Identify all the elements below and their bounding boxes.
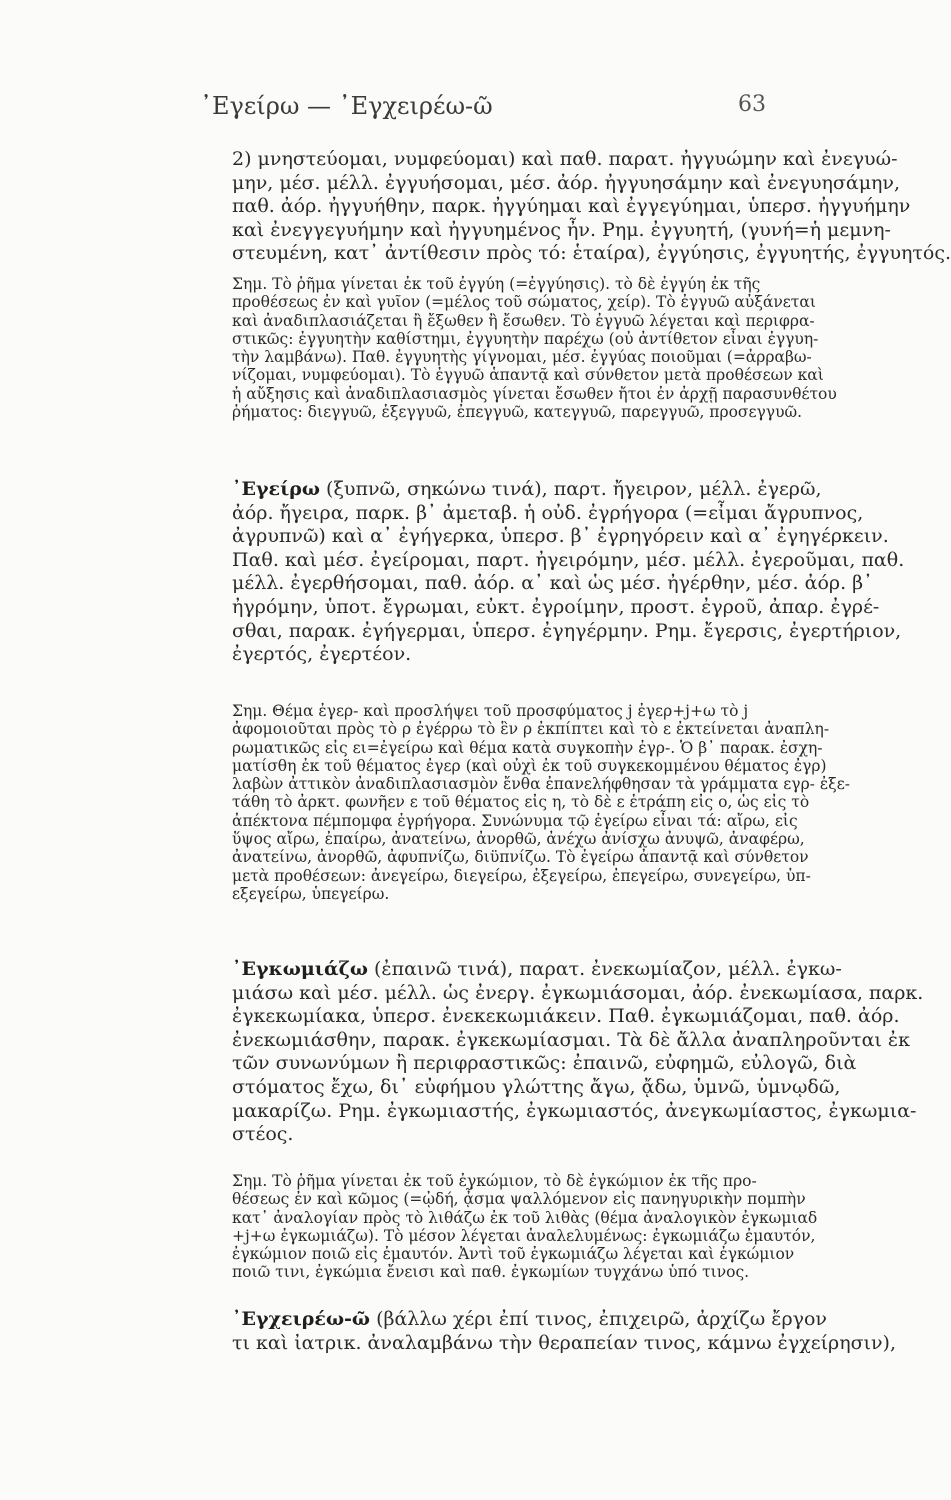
entry-headword: ᾿Εγείρω	[232, 478, 320, 500]
note-line: ἀνατείνω, ἀνορθῶ, ἀφυπνίζω, διϋπνίζω. Τὸ ἐγείρω ἀπαντᾷ καὶ σύνθετον	[232, 848, 809, 867]
note-line: Σημ. Τὸ ῥῆμα γίνεται ἐκ τοῦ ἐγγύη (=ἐγγύησις). τὸ δὲ ἐγγύη ἐκ τῆς	[232, 275, 761, 293]
text-line: στέος.	[232, 1123, 294, 1146]
note-line: λαβὼν ἀττικὸν ἀναδιπλασιασμὸν ἔνθα ἐπανελήφθησαν τὰ γράμματα εγρ- ἐξε-	[232, 775, 850, 794]
running-title: ᾿Εγείρω — ᾿Εγχειρέω-ῶ	[200, 92, 493, 120]
text-line: σθαι, παρακ. ἐγήγερμαι, ὑπερσ. ἐγηγέρμην. Ρημ. ἔγερσις, ἐγερτήριον,	[232, 619, 902, 642]
text-line: τι καὶ ἰατρικ. ἀναλαμβάνω τὴν θεραπείαν τινος, κάμνω ἐγχείρησιν),	[232, 1331, 896, 1354]
text-line: (βάλλω χέρι ἐπί τινος, ἐπιχειρῶ, ἀρχίζω ἔργον	[370, 1308, 827, 1330]
entry-headword: ᾿Εγχειρέω-ῶ	[232, 1308, 371, 1330]
note-line: εξεγείρω, ὑπεγείρω.	[232, 884, 390, 903]
dictionary-entry	[232, 478, 905, 667]
text-line: μιάσω καὶ μέσ. μέλλ. ὡς ἐνεργ. ἐγκωμιάσομαι, ἀόρ. ἐνεκωμίασα, παρκ.	[232, 981, 924, 1004]
note-line: νίζομαι, νυμφεύομαι). Τὸ ἐγγυῶ ἁπαντᾷ καὶ σύνθετον μετὰ προθέσεων καὶ	[232, 366, 824, 385]
note-line: Σημ. Θέμα ἐγερ- καὶ προσλήψει τοῦ προσφύματος j ἐγερ+j+ω τὸ j	[232, 702, 749, 720]
text-line: μην, μέσ. μέλλ. ἐγγυήσομαι, μέσ. ἀόρ. ἠγγυησάμην καὶ ἐνεγυησάμην,	[232, 171, 901, 194]
note-line: ποιῶ τινι, ἐγκώμια ἔνεισι καὶ παθ. ἐγκωμίων τυγχάνω ὑπό τινος.	[232, 1263, 750, 1282]
dictionary-entry	[232, 1308, 896, 1355]
paragraph-continued-entry	[232, 148, 951, 266]
text-line: στευμένη, κατ᾿ ἀντίθεσιν πρὸς τό: ἑταίρα), ἐγγύησις, ἐγγυητής, ἐγγυητός.	[232, 242, 951, 265]
text-line: μακαρίζω. Ρημ. ἐγκωμιαστής, ἐγκωμιαστός, ἀνεγκωμίαστος, ἐγκωμια-	[232, 1099, 917, 1122]
note-line: καὶ ἀναδιπλασιάζεται ἢ ἔξωθεν ἢ ἔσωθεν. Τὸ ἐγγυῶ λέγεται καὶ περιφρα-	[232, 311, 815, 330]
text-line: Παθ. καὶ μέσ. ἐγείρομαι, παρτ. ἠγειρόμην, μέσ. μέλλ. ἐγεροῦμαι, παθ.	[232, 548, 905, 571]
note-line: ἡ αὔξησις καὶ ἀναδιπλασιασμὸς γίνεται ἔσωθεν ἤτοι ἐν ἀρχῇ παρασυνθέτου	[232, 384, 837, 403]
entry-headword: ᾿Εγκωμιάζω	[232, 958, 368, 980]
note-line: μετὰ προθέσεων: ἀνεγείρω, διεγείρω, ἐξεγείρω, ἐπεγείρω, συνεγείρω, ὑπ-	[232, 866, 811, 885]
text-line: ἐγερτός, ἐγερτέον.	[232, 643, 412, 666]
note-line: ἀφομοιοῦται πρὸς τὸ ρ ἐγέρρω τὸ ἓν ρ ἐκπίπτει καὶ τὸ ε ἐκτείνεται ἀναπλη-	[232, 720, 830, 739]
text-line: 2) μνηστεύομαι, νυμφεύομαι) καὶ παθ. παρατ. ἠγγυώμην καὶ ἐνεγυώ-	[232, 148, 898, 170]
running-header	[0, 92, 924, 126]
note-line: προθέσεως ἐν καὶ γυῖον (=μέλος τοῦ σώματος, χείρ). Τὸ ἐγγυῶ αὐξάνεται	[232, 293, 816, 312]
text-line: ἀγρυπνῶ) καὶ α᾿ ἐγήγερκα, ὑπερσ. β᾿ ἐγρηγόρειν καὶ α᾿ ἐγηγέρκειν.	[232, 525, 889, 548]
text-line: μέλλ. ἐγερθήσομαι, παθ. ἀόρ. α᾿ καὶ ὡς μέσ. ἠγέρθην, μέσ. ἀόρ. β᾿	[232, 572, 873, 595]
note-line: τάθη τὸ ἀρκτ. φωνῆεν ε τοῦ θέματος εἰς η, τὸ δὲ ε ἐτράπη εἰς ο, ὡς εἰς τὸ	[232, 793, 810, 812]
text-line: ἐνεκωμιάσθην, παρακ. ἐγκεκωμίασμαι. Τὰ δὲ ἄλλα ἀναπληροῦνται ἐκ	[232, 1028, 910, 1051]
note-line: θέσεως ἐν καὶ κῶμος (=ᾠδή, ᾆσμα ψαλλόμενον εἰς πανηγυρικὴν πομπὴν	[232, 1190, 806, 1209]
entry-first-line	[232, 958, 842, 982]
note-line: τὴν λαμβάνω). Παθ. ἐγγυητὴς γίγνομαι, μέσ. ἐγγύας ποιοῦμαι (=ἀρραβω-	[232, 348, 812, 367]
note-line: ματίσθη ἐκ τοῦ θέματος ἐγερ (καὶ οὐχὶ ἐκ τοῦ συγκεκομμένου θέματος ἐγρ)	[232, 756, 827, 775]
note-line: ἐγκώμιον ποιῶ εἰς ἐμαυτόν. Ἀντὶ τοῦ ἐγκωμιάζω λέγεται καὶ ἐγκώμιον	[232, 1245, 795, 1264]
text-line: στόματος ἔχω, δι᾿ εὐφήμου γλώττης ἄγω, ᾄδω, ὑμνῶ, ὑμνῳδῶ,	[232, 1075, 841, 1098]
note-line: ἀπέκτονα πέμπομφα ἐγρήγορα. Συνώνυμα τῷ ἐγείρω εἶναι τά: αἴρω, εἰς	[232, 811, 798, 830]
text-line: καὶ ἐνεγγεγυήμην καὶ ἠγγυημένος ἦν. Ρημ. ἐγγυητή, (γυνή=ἡ μεμνη-	[232, 218, 891, 241]
note-block	[232, 1172, 818, 1282]
entry-first-line	[232, 1308, 827, 1332]
text-line: ἀόρ. ἤγειρα, παρκ. β᾿ ἀμεταβ. ἡ οὐδ. ἐγρήγορα (=εἶμαι ἄγρυπνος,	[232, 501, 864, 524]
text-line: τῶν συνωνύμων ἢ περιφραστικῶς: ἐπαινῶ, εὐφημῶ, εὐλογῶ, διὰ	[232, 1052, 857, 1075]
note-line: ὕψος αἴρω, ἐπαίρω, ἀνατείνω, ἀνορθῶ, ἀνέχω ἀνίσχω ἀνυψῶ, ἀναφέρω,	[232, 830, 805, 849]
note-line: Σημ. Τὸ ῥῆμα γίνεται ἐκ τοῦ ἐγκώμιον, τὸ δὲ ἐγκώμιον ἐκ τῆς προ-	[232, 1172, 757, 1190]
text-line: παθ. ἀόρ. ἠγγυήθην, παρκ. ἠγγύημαι καὶ ἐγγεγύημαι, ὑπερσ. ἠγγυήμην	[232, 195, 911, 218]
note-block	[232, 702, 850, 903]
note-line: κατ᾿ ἀναλογίαν πρὸς τὸ λιθάζω ἐκ τοῦ λιθὰς (θέμα ἀναλογικὸν ἐγκωμιαδ	[232, 1208, 818, 1227]
page-number: 63	[738, 92, 766, 117]
text-line: ἠγρόμην, ὑποτ. ἔγρωμαι, εὐκτ. ἐγροίμην, προστ. ἐγροῦ, ἀπαρ. ἐγρέ-	[232, 595, 880, 618]
note-line: ρωματικῶς εἰς ει=ἐγείρω καὶ θέμα κατὰ συγκοπὴν ἐγρ-. Ὁ β᾿ παρακ. ἐσχη-	[232, 738, 823, 757]
text-line: (ξυπνῶ, σηκώνω τινά), παρτ. ἤγειρον, μέλλ. ἐγερῶ,	[320, 478, 822, 500]
dictionary-entry	[232, 958, 924, 1147]
note-line: στικῶς: ἐγγυητὴν καθίστημι, ἐγγυητὴν παρέχω (οὐ ἀντίθετον εἶναι ἐγγυη-	[232, 329, 819, 348]
text-line: ἐγκεκωμίακα, ὑπερσ. ἐνεκεκωμιάκειν. Παθ. ἐγκωμιάζομαι, παθ. ἀόρ.	[232, 1005, 900, 1028]
text-line: (ἐπαινῶ τινά), παρατ. ἐνεκωμίαζον, μέλλ. ἐγκω-	[367, 958, 842, 980]
entry-first-line	[232, 478, 822, 502]
note-block	[232, 275, 837, 422]
note-line: ῥήματος: διεγγυῶ, ἐξεγγυῶ, ἐπεγγυῶ, κατεγγυῶ, παρεγγυῶ, προσεγγυῶ.	[232, 403, 803, 422]
note-line: +j+ω ἐγκωμιάζω). Τὸ μέσον λέγεται ἀναλελυμένως: ἐγκωμιάζω ἐμαυτόν,	[232, 1226, 816, 1245]
